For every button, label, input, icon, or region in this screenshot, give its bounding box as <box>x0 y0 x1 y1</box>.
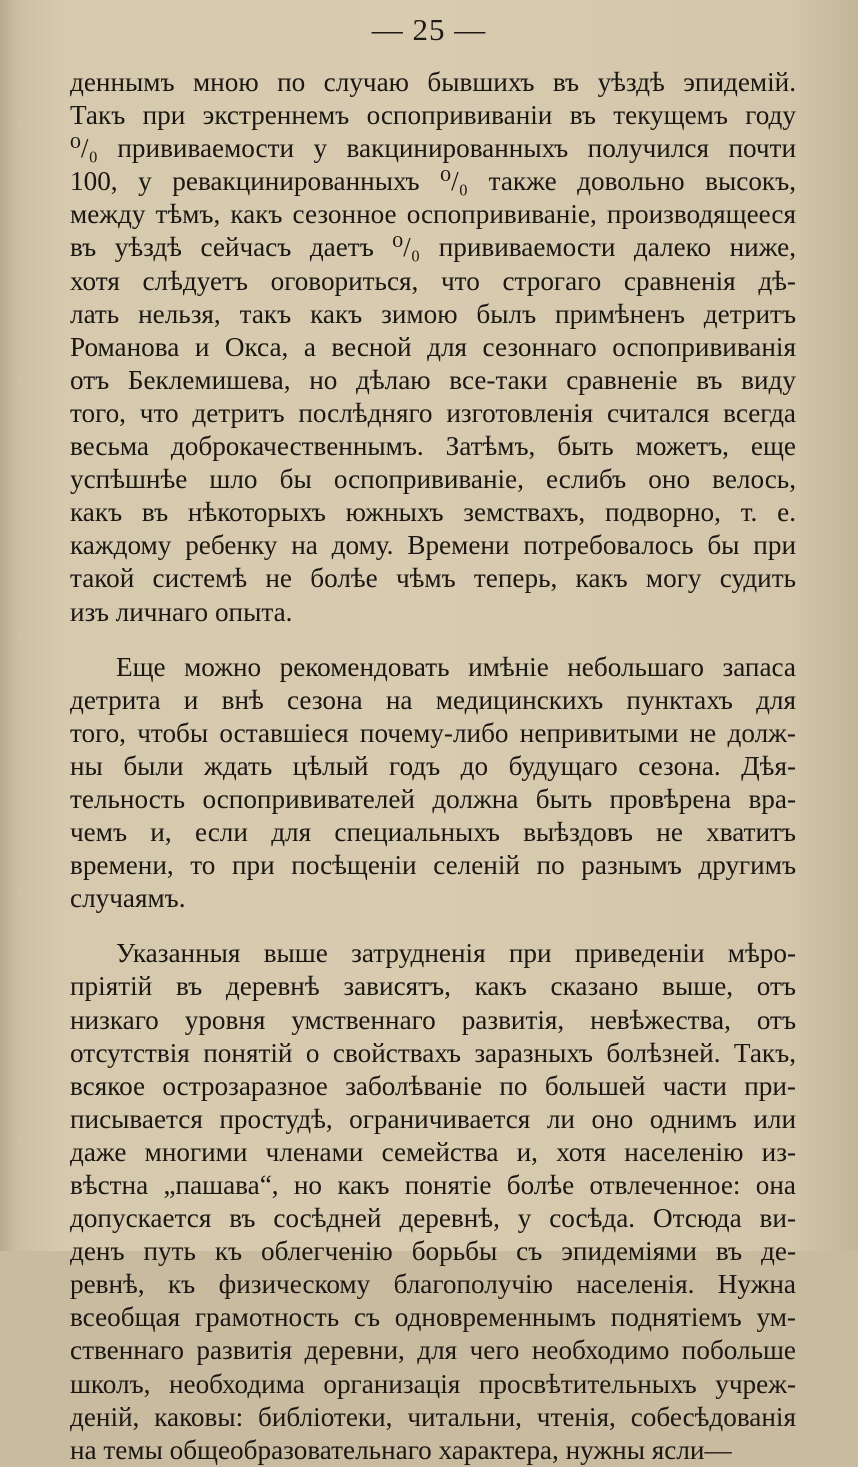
text-line: изъ личнаго опыта. <box>70 596 293 627</box>
text-line: деннымъ мною по случаю бывшихъ въ уѣздѣ эпидемій. <box>70 67 796 97</box>
text-line: деній, каковы: библіотеки, читальни, чтенія, собесѣдованія <box>70 1401 796 1432</box>
text-line: 100, у ревакцинированныхъ ⁰/₀ также довольно высокъ, <box>70 166 796 197</box>
text-line: Такъ при экстреннемъ оспопрививаніи въ текущемъ году <box>70 100 796 131</box>
body-text <box>70 66 796 1467</box>
text-line: чемъ и, если для специальныхъ выѣздовъ не хватитъ <box>70 817 796 848</box>
text-line: ревнѣ, къ физическому благополучію населенія. Нужна <box>70 1269 796 1300</box>
text-line: всякое острозаразное заболѣваніе по большей части при- <box>70 1070 796 1101</box>
text-line: лать нельзя, такъ какъ зимою былъ примѣненъ детритъ <box>70 298 796 329</box>
text-line: Указанныя выше затрудненія при приведеніи мѣро- <box>116 938 796 969</box>
text-line: ны были ждать цѣлый годъ до будущаго сезона. Дѣя- <box>70 750 796 781</box>
text-line: школъ, необходима организація просвѣтительныхъ учреж- <box>70 1368 796 1399</box>
text-line: детрита и внѣ сезона на медицинскихъ пунктахъ для <box>70 684 796 715</box>
text-line: хотя слѣдуетъ оговориться, что строгаго сравненія дѣ- <box>70 265 796 296</box>
paragraph <box>70 66 796 629</box>
text-line: времени, то при посѣщеніи селеній по разнымъ другимъ <box>70 850 796 881</box>
text-line: какъ въ нѣкоторыхъ южныхъ земствахъ, подворно, т. е. <box>70 497 796 528</box>
text-line: такой системѣ не болѣе чѣмъ теперь, какъ могу судить <box>70 563 796 594</box>
text-line: всеобщая грамотность съ одновременнымъ поднятіемъ ум- <box>70 1302 796 1333</box>
paragraph <box>70 651 796 916</box>
text-line: успѣшнѣе шло бы оспопрививаніе, еслибъ оно велось, <box>70 464 796 495</box>
text-line: писывается простудѣ, ограничивается ли оно однимъ или <box>70 1103 796 1134</box>
text-line: допускается въ сосѣдней деревнѣ, у сосѣда. Отсюда ви- <box>70 1203 796 1234</box>
text-line: весьма доброкачественнымъ. Затѣмъ, быть можетъ, еще <box>70 431 796 462</box>
text-line: отъ Беклемишева, но дѣлаю все-таки сравненіе въ виду <box>70 364 796 395</box>
text-line: вѣстна „пашава“, но какъ понятіе болѣе отвлеченное: она <box>70 1170 796 1200</box>
paragraph <box>70 937 796 1467</box>
text-line: пріятій въ деревнѣ зависятъ, какъ сказано выше, отъ <box>70 971 796 1002</box>
page-number: — 25 — <box>371 12 487 47</box>
text-line: денъ путь къ облегченію борьбы съ эпидеміями въ де- <box>70 1236 796 1267</box>
text-line: низкаго уровня умственнаго развитія, невѣжества, отъ <box>70 1004 796 1035</box>
text-line: Романова и Окса, а весной для сезоннаго оспопрививанія <box>70 331 796 362</box>
text-line: въ уѣздѣ сейчасъ даетъ ⁰/₀ прививаемости далеко ниже, <box>70 232 796 263</box>
text-line: ⁰/₀ прививаемости у вакцинированныхъ получился почти <box>70 133 796 164</box>
text-line: отсутствія понятій о свойствахъ заразныхъ болѣзней. Такъ, <box>70 1037 796 1068</box>
text-line: того, чтобы оставшіеся почему-либо непривитыми не долж- <box>70 717 796 748</box>
text-line: тельность оспопрививателей должна быть провѣрена вра- <box>70 783 796 814</box>
text-line: ственнаго развитія деревни, для чего необходимо побольше <box>70 1335 796 1366</box>
text-line: каждому ребенку на дому. Времени потребовалось бы при <box>70 530 796 561</box>
text-line: между тѣмъ, какъ сезонное оспопрививаніе, производящееся <box>70 199 796 230</box>
text-line: даже многими членами семейства и, хотя населенію из- <box>70 1136 796 1167</box>
text-line: случаямъ. <box>70 883 186 914</box>
text-line: Еще можно рекомендовать имѣніе небольшаго запаса <box>116 651 796 682</box>
text-line: того, что детритъ послѣдняго изготовленія считался всегда <box>70 397 796 428</box>
text-line: на темы общеобразовательнаго характера, нужны ясли— <box>70 1434 732 1465</box>
